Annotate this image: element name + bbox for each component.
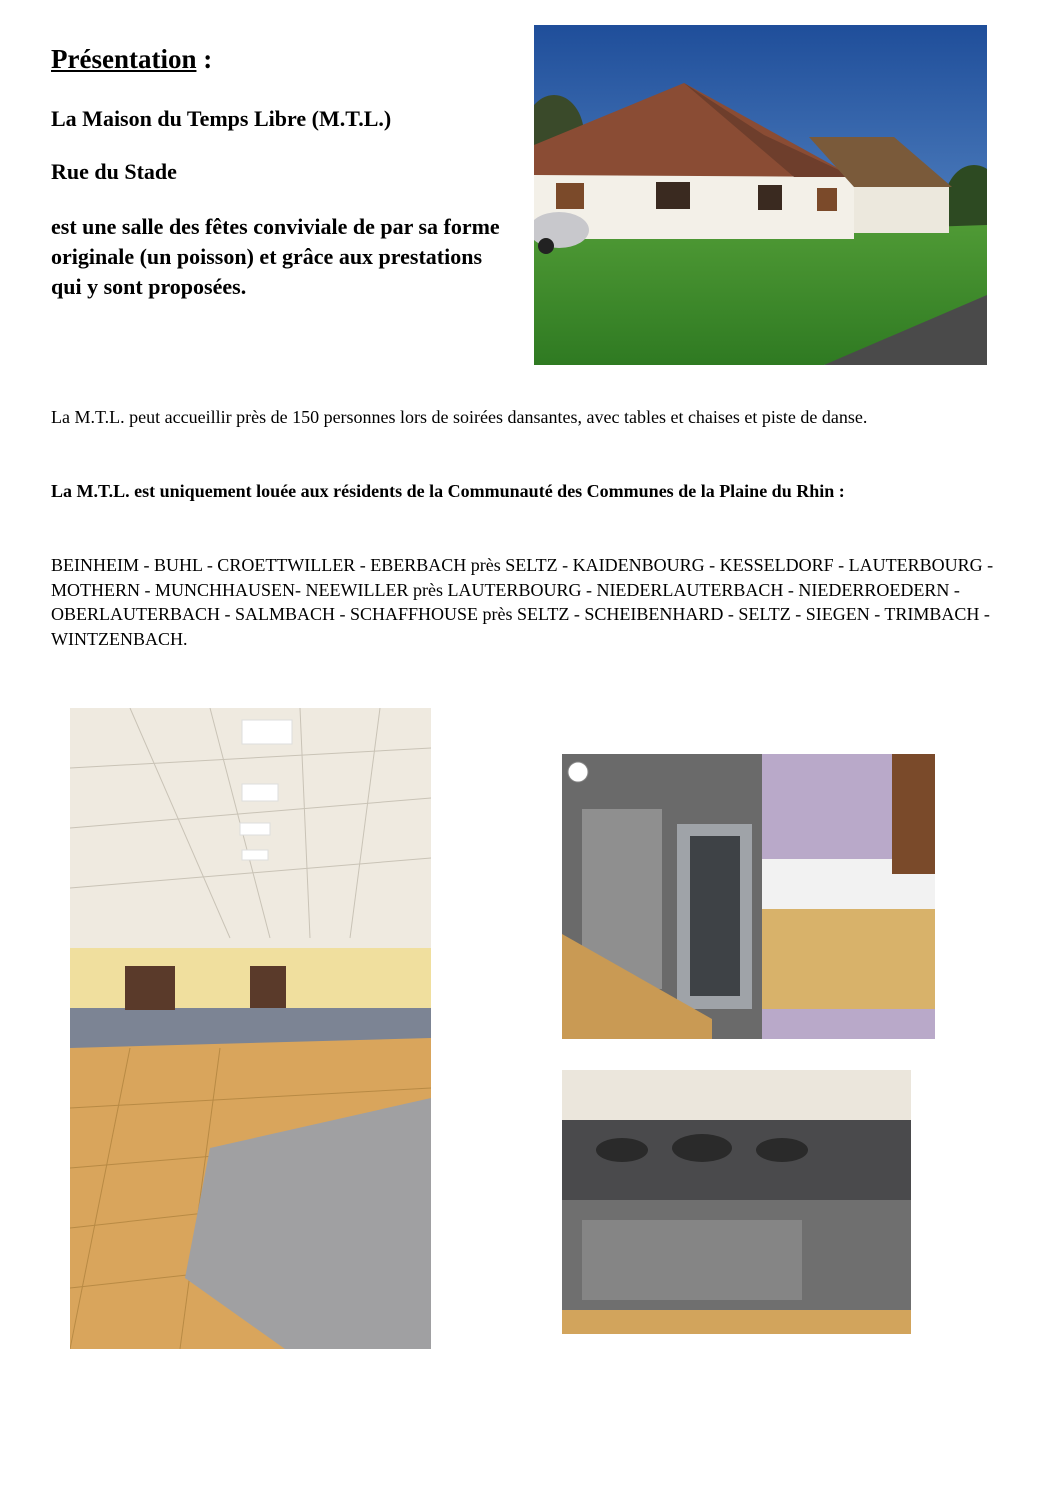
title-text: Présentation [51,44,197,74]
venue-description: est une salle des fêtes conviviale de par sa forme originale (un poisson) et grâce aux prestations qui y sont proposées. [51,214,500,299]
venue-street: Rue du Stade [51,159,177,184]
kitchen-fridge-photo [562,754,935,1039]
communes-list: BEINHEIM - BUHL - CROETTWILLER - EBERBACH près SELTZ - KAIDENBOURG - KESSELDORF - LAUTERBOURG - MOTHERN - MUNCHHAUSEN- NEEWILLER près LAUTERBOURG - NIEDERLAUTERBACH - NIEDERROEDERN - OBERLAUTERBACH - SALMBACH - SCHAFFHOUSE près SELTZ - SCHEIBENHARD - SELTZ - SIEGEN - TRIMBACH - WINTZENBACH. [51,555,994,649]
capacity-paragraph: La M.T.L. peut accueillir près de 150 personnes lors de soirées dansantes, avec tables et chaises et piste de danse. [51,407,868,427]
page-title [51,44,212,75]
hall-interior-photo [70,708,431,1349]
venue-name: La Maison du Temps Libre (M.T.L.) [51,106,392,131]
rental-note: La M.T.L. est uniquement louée aux résidents de la Communauté des Communes de la Plaine du Rhin : [51,481,845,501]
title-suffix: : [196,44,213,74]
building-exterior-photo [534,25,987,365]
kitchen-stove-photo [562,1070,911,1334]
